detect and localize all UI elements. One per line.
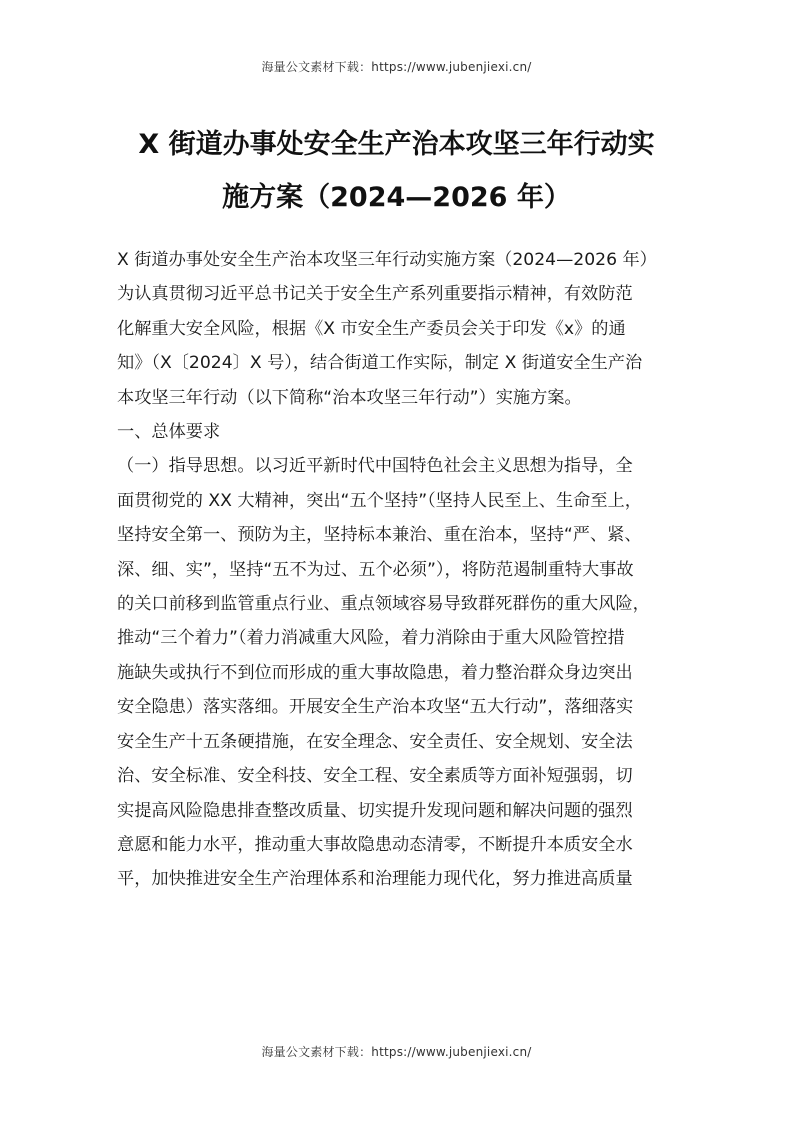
body-line: 化解重大安全风险，根据《X 市安全生产委员会关于印发《x》的通 <box>117 318 626 339</box>
page-header: 海量公文素材下载：https://www.jubenjiexi.cn/ <box>261 60 532 74</box>
page-footer: 海量公文素材下载：https://www.jubenjiexi.cn/ <box>261 1045 532 1059</box>
document-body <box>117 243 677 897</box>
body-line: 推动“三个着力”（着力消减重大风险，着力消除由于重大风险管控措 <box>117 628 625 649</box>
body-line: 实提高风险隐患排查整改质量、切实提升发现问题和解决问题的强烈 <box>117 800 633 821</box>
title-line-1: X 街道办事处安全生产治本攻坚三年行动实 <box>138 129 655 160</box>
body-line: （一）指导思想。以习近平新时代中国特色社会主义思想为指导，全 <box>117 456 633 477</box>
body-line: 面贯彻党的 XX 大精神，突出“五个坚持”（坚持人民至上、生命至上， <box>117 490 642 511</box>
body-line: 治、安全标准、安全科技、安全工程、安全素质等方面补短强弱，切 <box>117 766 633 787</box>
body-line: 的关口前移到监管重点行业、重点领域容易导致群死群伤的重大风险， <box>117 594 650 615</box>
body-line: 安全生产十五条硬措施，在安全理念、安全责任、安全规划、安全法 <box>117 731 633 752</box>
body-line: 知》（X〔2024〕X 号），结合街道工作实际，制定 X 街道安全生产治 <box>117 353 643 374</box>
body-line: 为认真贯彻习近平总书记关于安全生产系列重要指示精神，有效防范 <box>117 284 633 305</box>
body-line: 本攻坚三年行动（以下简称“治本攻坚三年行动”）实施方案。 <box>117 387 582 408</box>
title-line-2: 施方案（2024—2026 年） <box>222 182 571 213</box>
body-line: 意愿和能力水平，推动重大事故隐患动态清零，不断提升本质安全水 <box>117 834 633 855</box>
document-title <box>100 118 693 224</box>
body-line: 平，加快推进安全生产治理体系和治理能力现代化，努力推进高质量 <box>117 869 633 890</box>
body-line: 坚持安全第一、预防为主，坚持标本兼治、重在治本，坚持“严、紧、 <box>117 525 642 546</box>
body-line: 施缺失或执行不到位而形成的重大事故隐患，着力整治群众身边突出 <box>117 662 633 683</box>
section-heading: 一、总体要求 <box>117 422 221 443</box>
body-line: X 街道办事处安全生产治本攻坚三年行动实施方案（2024—2026 年） <box>117 250 657 270</box>
body-line: 深、细、实”，坚持“五不为过、五个必须”），将防范遏制重特大事故 <box>117 559 634 580</box>
body-line: 安全隐患）落实落细。开展安全生产治本攻坚“五大行动”，落细落实 <box>117 697 634 718</box>
